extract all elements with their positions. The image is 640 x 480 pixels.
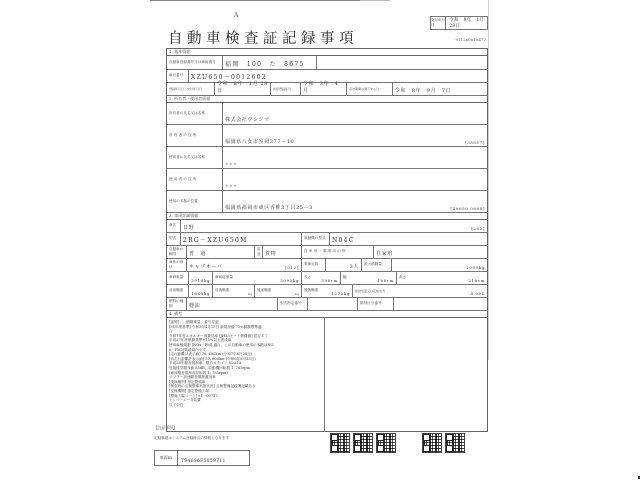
axle-value: 1660kg bbox=[189, 285, 213, 297]
engine-value: N04C bbox=[332, 237, 355, 244]
axle-row bbox=[167, 285, 487, 298]
document-number: 911260015477 bbox=[455, 37, 486, 42]
height-cell bbox=[397, 272, 487, 284]
remarks-line: 使用車種規制 [NOx・PM] 適合。この自動車の使用の本拠はNO bbox=[169, 342, 274, 347]
remarks-line: 合 bbox=[169, 329, 173, 334]
qr-code-icon bbox=[330, 433, 350, 453]
use-label: 用途 bbox=[255, 246, 263, 258]
owner-address-value bbox=[223, 125, 487, 146]
section-basic-header: 1. 基本情報 bbox=[167, 49, 487, 56]
reg-date-value: 令和 8年 1月 28日 bbox=[215, 83, 271, 95]
record-sheet bbox=[166, 48, 488, 432]
rear-rear-value: 1270kg bbox=[331, 291, 350, 296]
vehicle-id-label: 車両ID bbox=[155, 451, 178, 465]
qr-code-icon bbox=[376, 433, 396, 453]
rear-front-cell bbox=[255, 285, 302, 297]
qr-code-icon bbox=[353, 433, 373, 453]
user-address-label: 使 用 者 の 住 所 bbox=[167, 169, 223, 190]
remarks-line: x・PM対策地域内です。 bbox=[169, 347, 210, 352]
reg-date-label: 登録年月日／交付年月日 bbox=[167, 83, 215, 95]
issue-date-label: 交付年月日 bbox=[431, 18, 445, 27]
body-row bbox=[167, 259, 487, 272]
scan-edge-line bbox=[150, 0, 360, 1]
qr-code-icon bbox=[445, 433, 465, 453]
base-location-value bbox=[223, 191, 487, 212]
chassis-label: 車台番号 bbox=[167, 70, 189, 82]
rear-front-label: 後前軸重 bbox=[257, 288, 272, 292]
remarks-area bbox=[167, 318, 487, 431]
expiry-label: 有効期間の満了する日 bbox=[347, 83, 393, 95]
make-value bbox=[181, 220, 487, 232]
use-value: 貨物 bbox=[263, 246, 302, 258]
make-text: 日野 bbox=[183, 225, 195, 231]
remarks-line: [受検機関] 指定整備工場 bbox=[169, 388, 209, 393]
qr-code-icon bbox=[422, 433, 442, 453]
remarks-line: [整備工場コード] 91－00717 bbox=[169, 393, 218, 398]
owner-address-label: 所 有 者 の 住 所 bbox=[167, 125, 223, 146]
type-value: 普 通 bbox=[187, 246, 255, 258]
displacement-cell bbox=[353, 285, 487, 297]
issue-date-value: 令和 8年 1月 28日 bbox=[449, 18, 485, 29]
reg-number-row bbox=[167, 56, 487, 70]
remarks-line: [31年度基準] 令和3年4月15日 新規登録 75%減額標準適 bbox=[169, 324, 262, 329]
remarks-line: ナンバーメータ装置 bbox=[169, 398, 201, 403]
user-address-value: ＊＊＊ bbox=[225, 184, 238, 188]
make-label: 車名 bbox=[167, 220, 181, 232]
user-name-row bbox=[167, 147, 487, 169]
width-value: 188cm bbox=[377, 278, 394, 283]
owner-address-row bbox=[167, 125, 487, 147]
form-mark: A bbox=[234, 12, 239, 19]
owner-name-value: 株式会社ウシジマ bbox=[225, 117, 270, 123]
type-label: 自動車の種別 bbox=[167, 246, 187, 258]
remarks-right-blank bbox=[325, 318, 487, 431]
type-approval-label: 型式指定番号 bbox=[278, 298, 308, 310]
front-rear-value: kg bbox=[248, 292, 252, 296]
user-address-row bbox=[167, 169, 487, 191]
base-location-label: 使用の本拠の位置 bbox=[167, 191, 223, 212]
width-cell bbox=[341, 272, 397, 284]
capacity-label: 乗車定員 bbox=[302, 259, 326, 271]
remarks-text bbox=[167, 318, 325, 431]
chassis-value: XZU650－0012602 bbox=[191, 74, 267, 81]
first-reg-label: 初度登録年月 bbox=[271, 83, 301, 95]
rear-rear-cell bbox=[302, 285, 353, 297]
type-row bbox=[167, 246, 487, 259]
remarks-line: 平成27年度燃費基準+15%以上達成車 bbox=[169, 338, 232, 343]
section-owner-header: 2. 所有者・使用者情報 bbox=[167, 96, 487, 103]
model-label: 型式 bbox=[167, 233, 181, 245]
remarks-line: 近接排気騒音値 85dB、原動機回転数 1, 785rpm bbox=[169, 365, 250, 370]
first-reg-value: 令和 3年 4月 bbox=[301, 83, 347, 95]
remarks-line: [検査時の点検整備実施状況] 点検整備記録簿記載あり bbox=[169, 384, 256, 389]
body-value bbox=[187, 259, 302, 271]
issue-date-box bbox=[430, 16, 488, 30]
body-code: [012] bbox=[285, 265, 299, 270]
rear-front-value: kg bbox=[295, 292, 299, 296]
fuel-label: 燃料の種類 bbox=[167, 298, 187, 310]
remarks-line: [受検種別] 指定整備車 bbox=[169, 379, 206, 384]
dates-row bbox=[167, 83, 487, 96]
section-vehicle-header: 3. 車両詳細情報 bbox=[167, 213, 487, 220]
fuel-row bbox=[167, 298, 487, 311]
section-remarks-header: 4. 備考 bbox=[167, 311, 487, 318]
reg-number-label: 自動車登録番号又は車両番号 bbox=[167, 56, 223, 69]
remarks-line: 以下余白 bbox=[169, 402, 184, 407]
length-label: 長さ bbox=[304, 275, 312, 279]
model-row bbox=[167, 233, 487, 246]
remarks-line: [走行距離計表示値] 70, 600km (令和7年8月28日) bbox=[169, 352, 253, 357]
document-title: 自動車検査証記録事項 bbox=[168, 31, 358, 47]
rear-rear-label: 後後軸重 bbox=[304, 288, 319, 292]
remarks-line: 平成28年騒音規制車、騒音カテゴリ N2A1A bbox=[169, 361, 242, 366]
type-approval-value bbox=[308, 298, 358, 310]
front-rear-label: 前後軸重 bbox=[215, 288, 230, 292]
weight-value: 2910kg bbox=[189, 272, 213, 284]
base-location-code: [40650 0668] bbox=[450, 206, 485, 211]
remarks-line: (車体騒音規制前回転数 1, 785rpm) bbox=[169, 370, 228, 375]
gross-label: 車両総重量 bbox=[215, 275, 233, 279]
expiry-value: 令和 8年 9月 7日 bbox=[395, 88, 452, 94]
length-cell bbox=[302, 272, 341, 284]
length-value: 598cm bbox=[321, 278, 338, 283]
make-row bbox=[167, 220, 487, 233]
owner-address-text: 福岡県八女市室岡377－10 bbox=[225, 139, 295, 145]
user-name-value: ＊＊＊ bbox=[225, 162, 238, 166]
gross-value: 5095kg bbox=[280, 278, 299, 283]
attention-header: 【注意事項】 bbox=[154, 425, 177, 430]
owner-name-row bbox=[167, 103, 487, 125]
model-value: 2RG－XZU650M bbox=[181, 233, 302, 245]
user-name-label: 使用者の氏名又は名称 bbox=[167, 147, 223, 168]
scan-edge-line bbox=[360, 0, 390, 1]
weight-label: 車両重量 bbox=[167, 272, 189, 284]
attention-text: 記録事項はシステム登録時点の情報となります bbox=[154, 436, 230, 440]
owner-address-code: [38857] bbox=[464, 140, 485, 145]
body-text: キャブオーバ bbox=[189, 264, 223, 270]
base-location-text: 福岡県福岡市東区香椎3丁目25－3 bbox=[225, 205, 313, 211]
remarks-line: マフラー加速騒音規制適用車 bbox=[169, 375, 216, 380]
category-label: 類別区分番号 bbox=[358, 298, 394, 310]
category-value bbox=[394, 298, 487, 310]
remarks-line: [福岡] 、積載重量、番号変更 bbox=[169, 320, 219, 324]
height-value: 216cm bbox=[468, 278, 485, 283]
scan-edge-line bbox=[488, 0, 489, 360]
front-rear-cell bbox=[213, 285, 255, 297]
width-label: 幅 bbox=[343, 275, 347, 279]
dimensions-row bbox=[167, 272, 487, 285]
reg-number-value: 福岡 100 た 8675 bbox=[223, 56, 317, 69]
engine-label: 原動機の型式 bbox=[302, 233, 330, 245]
max-load-value: 2000kg bbox=[466, 265, 485, 270]
displacement-label: 総排気量又は定格出力 bbox=[355, 288, 386, 293]
vehicle-id-box bbox=[154, 450, 250, 466]
remarks-line: [前走行距離計表示値] 57, 600km (令和6年8月23日) bbox=[169, 356, 256, 361]
gross-cell bbox=[213, 272, 302, 284]
make-code: [262] bbox=[471, 226, 485, 231]
vehicle-id-value: T94696F5859711 bbox=[181, 459, 226, 464]
base-location-row bbox=[167, 191, 487, 213]
remarks-line: 令和7年度エネルギー消費効率 [JH25モード燃費値] 認定未了 bbox=[169, 333, 269, 338]
private-label: 自 家 用 ・ 事 業 用 の 別 bbox=[302, 246, 374, 258]
owner-name-label: 所有者の氏名又は名称 bbox=[167, 103, 223, 124]
height-label: 高さ bbox=[399, 275, 407, 279]
capacity-value: 3人 bbox=[326, 259, 362, 271]
axle-label: 前前軸重 bbox=[167, 285, 189, 297]
private-value: 自家用 bbox=[376, 251, 393, 257]
fuel-value: 軽油 bbox=[187, 298, 278, 310]
body-label: 車体の形状 bbox=[167, 259, 187, 271]
empty-cell bbox=[317, 56, 487, 69]
displacement-value: 4.00L bbox=[470, 291, 485, 296]
max-load-label: 最大積載量 bbox=[362, 259, 392, 271]
